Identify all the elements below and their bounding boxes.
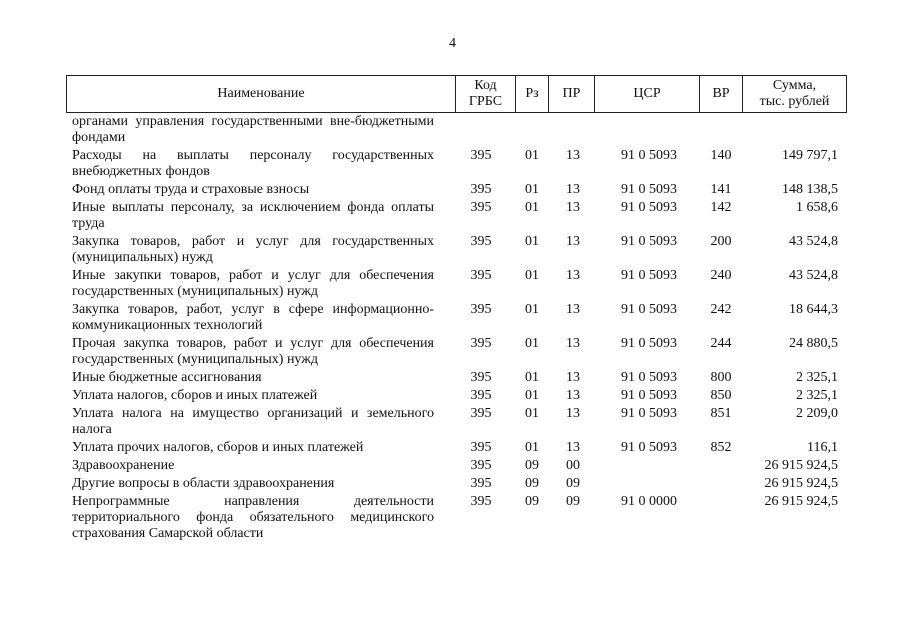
table-body [0,114,905,544]
table-row [0,458,905,476]
row-name: Прочая закупка товаров, работ и услуг для обеспечения государственных (муниципальных) нужд [72,336,434,367]
row-sum: 2 209,0 [796,406,838,421]
row-sum: 24 880,5 [789,336,838,351]
row-grbs: 395 [470,234,492,249]
row-sum: 2 325,1 [796,370,838,385]
row-csr: 91 0 5093 [621,234,677,249]
row-pr: 09 [566,494,580,509]
row-rz: 09 [525,494,539,509]
row-pr: 00 [566,458,580,473]
row-csr: 91 0 5093 [621,302,677,317]
header-sum [743,76,846,112]
row-csr: 91 0 5093 [621,200,677,215]
row-name: Непрограммные направления деятельности территориального фонда обязательного медицинского страхования Самарской области [72,494,434,541]
row-pr: 09 [566,476,580,491]
table-row [0,406,905,440]
table-row [0,440,905,458]
row-sum: 26 915 924,5 [764,494,838,509]
row-sum: 43 524,8 [789,234,838,249]
row-pr: 13 [566,200,580,215]
row-name: Расходы на выплаты персоналу государственных внебюджетных фондов [72,148,434,179]
row-grbs: 395 [470,182,492,197]
row-pr: 13 [566,182,580,197]
row-name: Иные бюджетные ассигнования [72,370,262,385]
table-row [0,200,905,234]
row-sum: 148 138,5 [782,182,838,197]
row-sum: 26 915 924,5 [764,458,838,473]
row-csr: 91 0 5093 [621,440,677,455]
row-rz: 01 [525,302,539,317]
row-grbs: 395 [470,370,492,385]
row-sum: 2 325,1 [796,388,838,403]
row-csr: 91 0 5093 [621,268,677,283]
row-grbs: 395 [470,388,492,403]
row-pr: 13 [566,336,580,351]
row-name: органами управления государственными вне-бюджетными фондами [72,114,434,145]
header-pr: ПР [549,76,595,112]
row-grbs: 395 [470,440,492,455]
page-number: 4 [449,36,456,51]
row-rz: 09 [525,476,539,491]
row-pr: 13 [566,370,580,385]
row-rz: 01 [525,388,539,403]
row-vr: 240 [710,268,732,283]
row-pr: 13 [566,302,580,317]
header-grbs-line2: ГРБС [468,94,503,109]
header-sum-line1: Сумма, [772,78,817,93]
row-vr: 852 [710,440,732,455]
row-name: Закупка товаров, работ и услуг для государственных (муниципальных) нужд [72,234,434,265]
header-csr: ЦСР [595,76,700,112]
row-rz: 09 [525,458,539,473]
row-vr: 850 [710,388,732,403]
row-rz: 01 [525,148,539,163]
table-row [0,336,905,370]
table-row [0,114,905,148]
row-vr: 800 [710,370,732,385]
table-row [0,148,905,182]
row-grbs: 395 [470,406,492,421]
row-csr: 91 0 5093 [621,336,677,351]
row-sum: 18 644,3 [789,302,838,317]
row-name: Иные выплаты персоналу, за исключением фонда оплаты труда [72,200,434,231]
row-rz: 01 [525,234,539,249]
table-row [0,268,905,302]
row-name: Другие вопросы в области здравоохранения [72,476,335,491]
header-grbs-line1: Код [474,78,497,93]
row-grbs: 395 [470,476,492,491]
row-grbs: 395 [470,302,492,317]
row-grbs: 395 [470,268,492,283]
row-grbs: 395 [470,148,492,163]
row-vr: 851 [710,406,732,421]
header-name: Наименование [67,76,456,112]
row-name: Здравоохранение [72,458,175,473]
row-vr: 140 [710,148,732,163]
row-name: Иные закупки товаров, работ и услуг для обеспечения государственных (муниципальных) нужд [72,268,434,299]
table-header [66,75,847,113]
header-sum-line2: тыс. рублей [759,94,830,109]
table-row [0,302,905,336]
table-row [0,234,905,268]
row-pr: 13 [566,388,580,403]
table-row [0,388,905,406]
header-grbs [456,76,516,112]
row-pr: 13 [566,148,580,163]
row-vr: 200 [710,234,732,249]
table-row [0,476,905,494]
row-csr: 91 0 5093 [621,182,677,197]
row-rz: 01 [525,336,539,351]
row-rz: 01 [525,406,539,421]
row-rz: 01 [525,440,539,455]
row-rz: 01 [525,370,539,385]
row-vr: 142 [710,200,732,215]
row-pr: 13 [566,268,580,283]
row-rz: 01 [525,182,539,197]
row-vr: 244 [710,336,732,351]
row-name: Закупка товаров, работ, услуг в сфере информационно-коммуникационных технологий [72,302,434,333]
row-csr: 91 0 0000 [621,494,677,509]
row-name: Уплата прочих налогов, сборов и иных платежей [72,440,364,455]
row-csr: 91 0 5093 [621,388,677,403]
row-rz: 01 [525,200,539,215]
row-grbs: 395 [470,494,492,509]
row-grbs: 395 [470,200,492,215]
row-pr: 13 [566,440,580,455]
table-row [0,182,905,200]
row-sum: 149 797,1 [782,148,838,163]
row-name: Уплата налога на имущество организаций и земельного налога [72,406,434,437]
row-sum: 1 658,6 [796,200,838,215]
row-name: Фонд оплаты труда и страховые взносы [72,182,310,197]
table-row [0,370,905,388]
row-rz: 01 [525,268,539,283]
row-name: Уплата налогов, сборов и иных платежей [72,388,318,403]
row-grbs: 395 [470,458,492,473]
row-pr: 13 [566,234,580,249]
row-sum: 26 915 924,5 [764,476,838,491]
row-sum: 43 524,8 [789,268,838,283]
row-vr: 141 [710,182,732,197]
row-vr: 242 [710,302,732,317]
row-sum: 116,1 [807,440,838,455]
header-vr: ВР [700,76,743,112]
row-grbs: 395 [470,336,492,351]
header-rz: Рз [516,76,549,112]
row-csr: 91 0 5093 [621,148,677,163]
row-csr: 91 0 5093 [621,406,677,421]
row-csr: 91 0 5093 [621,370,677,385]
table-row [0,494,905,544]
row-pr: 13 [566,406,580,421]
